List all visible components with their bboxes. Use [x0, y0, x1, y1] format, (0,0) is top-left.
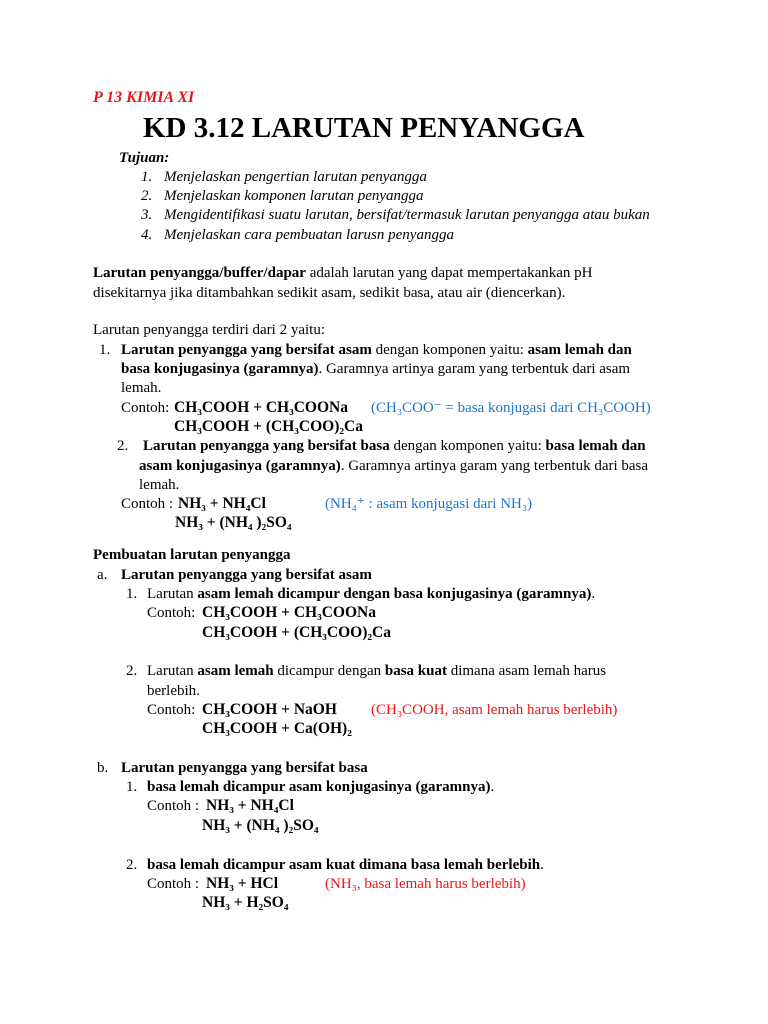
prep-a2-post: dimana asam lemah harus: [446, 663, 607, 679]
basic-note: (NH₄⁺ : asam konjugasi dari NH₃): [325, 496, 533, 512]
prep-b1-example-2: NH₃ + (NH₄ )₂SO₄: [202, 817, 319, 834]
tujuan-item-num: 2.: [141, 188, 153, 204]
basic-num: 2.: [117, 438, 129, 454]
prep-a1-bold: asam lemah dicampur dengan basa konjugasinya (garamnya): [197, 586, 592, 602]
prep-b1-post: .: [490, 779, 495, 795]
prep-b1-example-1: NH₃ + NH₄Cl: [206, 797, 294, 814]
prep-b1-num: 1.: [126, 779, 138, 795]
acidic-line-2: [121, 360, 630, 378]
definition-term: Larutan penyangga/buffer/dapar: [93, 265, 306, 281]
prep-b2-example-label: Contoh :: [147, 876, 200, 892]
acidic-example-label: Contoh:: [121, 400, 170, 416]
prep-a2-pre: Larutan: [147, 663, 198, 679]
prep-a1-pre: Larutan: [147, 586, 198, 602]
tujuan-item: Menjelaskan pengertian larutan penyangga: [164, 169, 427, 185]
prep-b2-example-1: NH₃ + HCl: [206, 875, 279, 892]
acidic-example-2: CH₃COOH + (CH₃COO)₂Ca: [174, 418, 363, 435]
tujuan-item-num: 3.: [141, 207, 153, 223]
prep-a2-example-2: CH₃COOH + Ca(OH)₂: [202, 720, 352, 737]
preparation-heading: Pembuatan larutan penyangga: [93, 547, 291, 563]
acidic-line-3: lemah.: [121, 380, 162, 396]
page-title: KD 3.12 LARUTAN PENYANGGA: [143, 112, 585, 144]
prep-b2-note: (NH₃, basa lemah harus berlebih): [325, 876, 526, 892]
basic-example-2: NH₃ + (NH₄ )₂SO₄: [175, 514, 292, 531]
prep-a2-example-1: CH₃COOH + NaOH: [202, 701, 337, 718]
prep-a2-line-1: [147, 662, 606, 680]
acidic-component: asam lemah dan: [527, 342, 632, 358]
prep-b1-line: [147, 778, 494, 796]
basic-line-1: [143, 437, 646, 455]
acidic-component-2: basa konjugasinya (garamnya): [121, 361, 319, 377]
prep-a1-example-label: Contoh:: [147, 605, 196, 621]
tujuan-label: Tujuan:: [119, 150, 170, 166]
definition-line-2: disekitarnya jika ditambahkan sedikit asam, sedikit basa, atau air (diencerkan).: [93, 285, 566, 301]
basic-mid: dengan komponen yaitu:: [389, 438, 546, 454]
prep-a1-example-2: CH₃COOH + (CH₃COO)₂Ca: [202, 624, 391, 641]
prep-a2-bold-2: basa kuat: [384, 663, 447, 679]
definition-line-1: [93, 264, 593, 282]
acidic-line-1: [121, 341, 632, 359]
basic-component: basa lemah dan: [545, 438, 646, 454]
composition-intro: Larutan penyangga terdiri dari 2 yaitu:: [93, 322, 325, 338]
tujuan-item-num: 4.: [141, 227, 153, 243]
prep-b2-bold: basa lemah dicampur asam kuat dimana basa lemah berlebih: [147, 857, 541, 873]
acidic-title: Larutan penyangga yang bersifat asam: [121, 342, 372, 358]
prep-a-title: Larutan penyangga yang bersifat asam: [121, 567, 372, 583]
definition-text: adalah larutan yang dapat mempertakankan pH: [305, 265, 593, 281]
prep-b1-bold: basa lemah dicampur asam konjugasinya (garamnya): [147, 779, 491, 795]
prep-a1-num: 1.: [126, 586, 138, 602]
basic-rest: . Garamnya artinya garam yang terbentuk dari basa: [340, 458, 649, 474]
acidic-num: 1.: [99, 342, 111, 358]
prep-a2-bold-1: asam lemah: [197, 663, 274, 679]
tujuan-item: Menjelaskan cara pembuatan larusn penyangga: [164, 227, 454, 243]
course-label: P 13 KIMIA XI: [93, 89, 195, 106]
prep-b1-example-label: Contoh :: [147, 798, 200, 814]
prep-b-title: Larutan penyangga yang bersifat basa: [121, 760, 368, 776]
acidic-example-1: CH₃COOH + CH₃COONa: [174, 399, 348, 416]
basic-example-label: Contoh :: [121, 496, 174, 512]
tujuan-item-num: 1.: [141, 169, 153, 185]
basic-component-2: asam konjugasinya (garamnya): [139, 458, 341, 474]
prep-a2-example-label: Contoh:: [147, 702, 196, 718]
prep-b2-post: .: [540, 857, 544, 873]
tujuan-item: Menjelaskan komponen larutan penyangga: [164, 188, 424, 204]
prep-b2-example-2: NH₃ + H₂SO₄: [202, 894, 289, 911]
acidic-mid: dengan komponen yaitu:: [371, 342, 528, 358]
basic-title: Larutan penyangga yang bersifat basa: [143, 438, 390, 454]
prep-a2-line-2: berlebih.: [147, 683, 200, 699]
prep-b-label: b.: [97, 760, 109, 776]
prep-a-label: a.: [97, 567, 108, 583]
prep-a1-line: [147, 585, 595, 603]
prep-a1-example-1: CH₃COOH + CH₃COONa: [202, 604, 376, 621]
prep-a2-num: 2.: [126, 663, 138, 679]
basic-line-2: [139, 457, 648, 475]
prep-a1-post: .: [591, 586, 596, 602]
basic-example-1: NH₃ + NH₄Cl: [178, 495, 266, 512]
acidic-note: (CH₃COO⁻ = basa konjugasi dari CH₃COOH): [371, 400, 651, 416]
tujuan-item: Mengidentifikasi suatu larutan, bersifat/termasuk larutan penyangga atau bukan: [164, 207, 650, 223]
prep-b2-line: [147, 856, 544, 874]
prep-a2-note: (CH₃COOH, asam lemah harus berlebih): [371, 702, 618, 718]
acidic-rest: . Garamnya artinya garam yang terbentuk dari asam: [318, 361, 631, 377]
basic-line-3: lemah.: [139, 477, 180, 493]
prep-a2-mid: dicampur dengan: [273, 663, 385, 679]
prep-b2-num: 2.: [126, 857, 138, 873]
